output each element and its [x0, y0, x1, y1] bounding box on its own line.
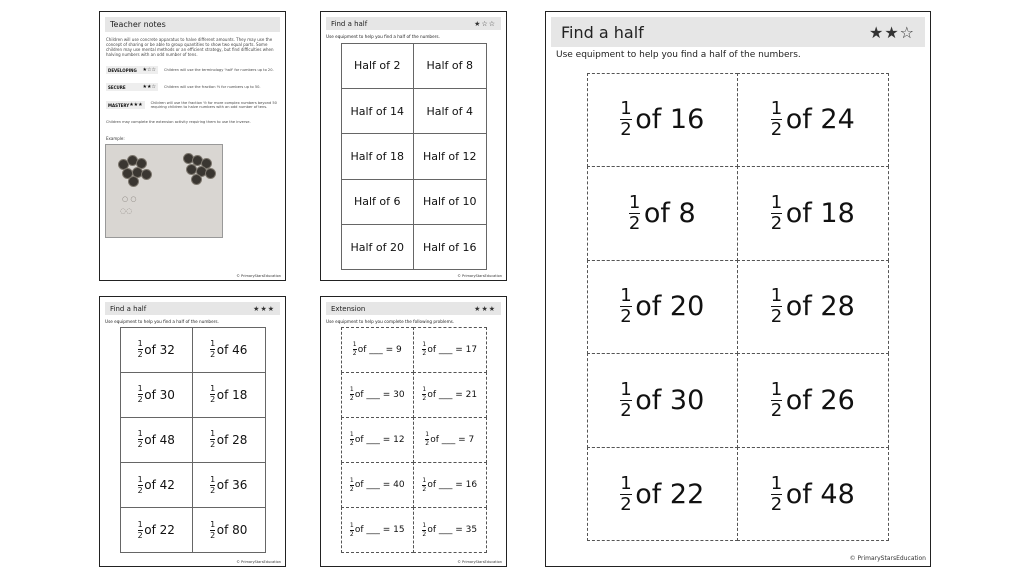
half-fraction-symbol — [628, 191, 641, 234]
level-description: Children will use the terminology 'half' for numbers up to 20. — [164, 68, 274, 72]
fraction-text: of 18 — [785, 197, 855, 229]
fraction-expression — [771, 381, 855, 420]
copyright-footer: © PrimaryStarsEducation — [457, 560, 502, 564]
fraction-denominator: 2 — [620, 400, 632, 422]
fraction-expression — [210, 340, 247, 359]
worksheet-instruction: Use equipment to help you find a half of the numbers. — [556, 50, 801, 60]
half-fraction-card — [587, 260, 739, 355]
fraction-numerator: 1 — [620, 472, 632, 494]
half-fraction-symbol — [771, 381, 782, 420]
fraction-text: of 36 — [216, 478, 248, 493]
half-of-card: Half of 18 — [341, 133, 415, 179]
fraction-numerator: 1 — [620, 379, 632, 401]
example-photo-coins — [105, 144, 223, 238]
half-fraction-card — [341, 462, 415, 508]
fraction-text: of ___ = 35 — [427, 525, 478, 536]
fraction-expression — [771, 287, 855, 326]
fraction-expression — [138, 476, 175, 495]
fraction-numerator: 1 — [349, 386, 354, 394]
copyright-footer: © PrimaryStarsEducation — [236, 274, 281, 278]
teacher-notes-intro: Children will use concrete apparatus to halve different amounts. They may use the concept of sharing or be able to group quantities to show two equal parts. Some children may use mental methods or an efficient strategy, but find difficulties when halving numbers with an odd number of tens. — [106, 37, 274, 57]
fraction-text: of 80 — [216, 523, 248, 538]
fraction-numerator: 1 — [620, 285, 632, 307]
star-rating-icon: ★★☆ — [868, 22, 915, 42]
half-fraction-card — [737, 447, 889, 542]
copyright-footer: © PrimaryStarsEducation — [457, 274, 502, 278]
fraction-expression — [210, 430, 247, 449]
half-fraction-symbol — [425, 432, 429, 447]
worksheet-title: Extension — [331, 304, 366, 313]
half-fraction-card — [341, 372, 415, 418]
level-description: Children will use the fraction ½ for numbers up to 50. — [164, 85, 261, 89]
fraction-denominator: 2 — [422, 395, 427, 403]
fraction-expression — [138, 430, 175, 449]
fraction-denominator: 2 — [620, 119, 632, 141]
fraction-expression — [350, 432, 405, 447]
half-fraction-symbol — [422, 523, 426, 538]
level-description: Children will use the fraction ½ for more complex numbers beyond 50 requiring children to halve numbers with an odd number of tens. — [150, 101, 277, 109]
worksheet-header — [551, 17, 925, 47]
fraction-numerator: 1 — [210, 339, 216, 349]
fraction-expression — [138, 521, 175, 540]
half-of-card: Half of 2 — [341, 43, 415, 89]
fraction-text: of ___ = 9 — [357, 344, 402, 355]
half-fraction-symbol — [350, 478, 354, 493]
half-fraction-symbol — [210, 430, 215, 449]
fraction-denominator: 2 — [620, 493, 632, 515]
secure-grid — [587, 73, 888, 541]
half-fraction-card — [341, 417, 415, 463]
fraction-denominator: 2 — [422, 530, 427, 538]
fraction-expression — [620, 472, 705, 515]
fraction-numerator: 1 — [422, 341, 427, 349]
half-fraction-card — [120, 462, 194, 508]
fraction-text: of 30 — [144, 387, 175, 402]
fraction-expression — [422, 342, 477, 357]
fraction-denominator: 2 — [137, 350, 143, 360]
copyright-footer: © PrimaryStarsEducation — [236, 560, 281, 564]
fraction-expression — [770, 191, 855, 234]
half-fraction-card — [413, 462, 487, 508]
fraction-denominator: 2 — [210, 440, 216, 450]
star-rating-icon: ★★★ — [474, 304, 496, 313]
worksheet-instruction: Use equipment to help you find a half of the numbers. — [105, 319, 219, 324]
half-of-card: Half of 8 — [413, 43, 487, 89]
fraction-denominator: 2 — [352, 350, 357, 358]
half-fraction-card — [192, 327, 266, 373]
fraction-expression — [620, 287, 704, 326]
half-fraction-symbol — [620, 472, 632, 515]
fraction-denominator: 2 — [137, 440, 143, 450]
coin-icon — [141, 169, 152, 180]
fraction-expression — [425, 432, 474, 447]
half-fraction-symbol — [138, 430, 143, 449]
fraction-denominator: 2 — [137, 485, 143, 495]
half-fraction-symbol — [422, 387, 426, 402]
level-label: SECURE — [108, 84, 126, 90]
fraction-text: of 48 — [785, 478, 855, 510]
half-fraction-symbol — [350, 432, 354, 447]
fraction-denominator: 2 — [628, 212, 641, 234]
fraction-text: of 22 — [635, 478, 705, 510]
fraction-denominator: 2 — [770, 400, 783, 422]
fraction-numerator: 1 — [137, 384, 143, 394]
half-fraction-symbol — [771, 100, 782, 139]
fraction-numerator: 1 — [210, 519, 216, 529]
fraction-expression — [353, 342, 402, 357]
half-fraction-symbol — [138, 521, 143, 540]
level-mastery — [106, 100, 279, 110]
fraction-numerator: 1 — [349, 476, 354, 484]
fraction-denominator: 2 — [210, 530, 216, 540]
half-fraction-card — [737, 353, 889, 448]
half-fraction-symbol — [350, 523, 354, 538]
fraction-expression — [422, 387, 477, 402]
half-fraction-card — [737, 73, 889, 168]
half-fraction-card — [120, 507, 194, 553]
fraction-expression — [210, 521, 247, 540]
example-label: Example: — [106, 136, 125, 141]
fraction-denominator: 2 — [770, 212, 783, 234]
fraction-numerator: 1 — [210, 474, 216, 484]
copyright-footer: © PrimaryStarsEducation — [849, 555, 926, 562]
fraction-denominator: 2 — [770, 493, 783, 515]
fraction-text: of 22 — [144, 523, 175, 538]
fraction-numerator: 1 — [422, 476, 427, 484]
fraction-expression — [771, 100, 855, 139]
fraction-numerator: 1 — [137, 474, 143, 484]
fraction-denominator: 2 — [620, 306, 632, 328]
fraction-text: of ___ = 30 — [354, 389, 405, 400]
fraction-denominator: 2 — [349, 395, 354, 403]
half-fraction-card — [192, 417, 266, 463]
fraction-denominator: 2 — [770, 306, 783, 328]
star-rating-icon: ★☆☆ — [142, 67, 156, 73]
worksheet-instruction: Use equipment to help you complete the following problems. — [326, 319, 455, 324]
fraction-expression — [210, 385, 247, 404]
half-fraction-card — [587, 166, 739, 261]
fraction-text: of ___ = 7 — [430, 434, 475, 445]
fraction-text: of 28 — [785, 291, 855, 323]
half-fraction-card — [192, 507, 266, 553]
fraction-expression — [628, 191, 696, 234]
half-fraction-symbol — [138, 385, 143, 404]
fraction-expression — [210, 476, 247, 495]
half-fraction-symbol — [770, 191, 783, 234]
half-fraction-symbol — [210, 476, 215, 495]
coin-icon — [191, 174, 202, 185]
teacher-notes-header — [105, 17, 280, 32]
fraction-numerator: 1 — [628, 191, 641, 213]
half-fraction-card — [413, 507, 487, 553]
fraction-expression — [350, 478, 405, 493]
mastery-grid — [120, 327, 265, 553]
worksheet-title: Find a half — [561, 22, 644, 42]
teacher-notes-page — [99, 11, 286, 281]
pencil-marks: ◌◌ — [120, 207, 133, 215]
half-fraction-symbol — [620, 100, 631, 139]
worksheet-title: Find a half — [331, 19, 368, 28]
half-fraction-card — [737, 260, 889, 355]
fraction-numerator: 1 — [770, 379, 783, 401]
fraction-numerator: 1 — [770, 191, 783, 213]
half-of-card: Half of 20 — [341, 224, 415, 270]
half-fraction-card — [413, 327, 487, 373]
fraction-text: of ___ = 17 — [427, 344, 478, 355]
half-fraction-card — [413, 372, 487, 418]
half-fraction-card — [341, 327, 415, 373]
half-fraction-card — [120, 417, 194, 463]
extension-grid — [341, 327, 486, 553]
half-of-card: Half of 6 — [341, 179, 415, 225]
half-fraction-symbol — [210, 521, 215, 540]
fraction-numerator: 1 — [137, 519, 143, 529]
fraction-text: of 48 — [144, 432, 175, 447]
half-fraction-symbol — [353, 342, 357, 357]
fraction-expression — [350, 523, 405, 538]
fraction-text: of 28 — [216, 432, 248, 447]
fraction-numerator: 1 — [137, 339, 143, 349]
fraction-numerator: 1 — [422, 386, 427, 394]
star-rating-icon: ★★★ — [253, 304, 275, 313]
fraction-expression — [422, 523, 477, 538]
half-fraction-card — [413, 417, 487, 463]
fraction-numerator: 1 — [770, 472, 783, 494]
fraction-expression — [138, 340, 175, 359]
fraction-numerator: 1 — [422, 521, 427, 529]
fraction-denominator: 2 — [137, 530, 143, 540]
fraction-numerator: 1 — [352, 341, 357, 349]
fraction-text: of ___ = 15 — [354, 525, 405, 536]
half-fraction-symbol — [422, 342, 426, 357]
star-rating-icon: ★★☆ — [142, 84, 156, 90]
coin-icon — [128, 176, 139, 187]
fraction-text: of 32 — [144, 342, 175, 357]
fraction-denominator: 2 — [770, 119, 783, 141]
fraction-expression — [620, 100, 704, 139]
fraction-text: of 16 — [635, 104, 705, 136]
half-fraction-card — [587, 447, 739, 542]
fraction-text: of 20 — [635, 291, 705, 323]
fraction-numerator: 1 — [770, 98, 783, 120]
fraction-text: of 26 — [785, 385, 855, 417]
fraction-text: of ___ = 40 — [354, 480, 405, 491]
half-of-card: Half of 12 — [413, 133, 487, 179]
half-fraction-card — [120, 372, 194, 418]
fraction-denominator: 2 — [349, 440, 354, 448]
fraction-text: of ___ = 12 — [354, 434, 405, 445]
half-fraction-symbol — [138, 476, 143, 495]
fraction-expression — [138, 385, 175, 404]
teacher-notes-title: Teacher notes — [110, 20, 166, 29]
developing-grid — [341, 43, 486, 270]
half-of-card: Half of 14 — [341, 88, 415, 134]
fraction-denominator: 2 — [210, 485, 216, 495]
fraction-denominator: 2 — [349, 530, 354, 538]
half-fraction-symbol — [138, 340, 143, 359]
half-of-card: Half of 4 — [413, 88, 487, 134]
fraction-text: of 18 — [216, 387, 248, 402]
fraction-expression — [620, 381, 704, 420]
fraction-text: of 42 — [144, 478, 175, 493]
fraction-text: of ___ = 21 — [427, 389, 478, 400]
half-fraction-card — [587, 73, 739, 168]
worksheet-header — [105, 302, 280, 315]
half-fraction-symbol — [770, 472, 783, 515]
fraction-numerator: 1 — [770, 285, 783, 307]
star-rating-icon: ★★★ — [129, 102, 143, 108]
fraction-numerator: 1 — [349, 431, 354, 439]
extension-note: Children may complete the extension activity requiring them to use the inverse. — [106, 120, 251, 124]
fraction-expression — [770, 472, 855, 515]
half-of-card: Half of 16 — [413, 224, 487, 270]
level-label: MASTERY — [108, 102, 130, 108]
fraction-numerator: 1 — [425, 431, 430, 439]
half-fraction-symbol — [771, 287, 782, 326]
fraction-text: of 24 — [785, 104, 855, 136]
fraction-text: of ___ = 16 — [427, 480, 478, 491]
worksheet-title: Find a half — [110, 304, 147, 313]
fraction-text: of 30 — [635, 385, 705, 417]
worksheet-instruction: Use equipment to help you find a half of the numbers. — [326, 34, 440, 39]
coin-icon — [205, 168, 216, 179]
fraction-denominator: 2 — [349, 485, 354, 493]
half-fraction-card — [737, 166, 889, 261]
fraction-numerator: 1 — [210, 384, 216, 394]
half-fraction-card — [192, 462, 266, 508]
fraction-numerator: 1 — [210, 429, 216, 439]
half-fraction-symbol — [210, 340, 215, 359]
fraction-expression — [350, 387, 405, 402]
level-secure — [106, 82, 279, 92]
half-fraction-symbol — [350, 387, 354, 402]
worksheet-header — [326, 17, 501, 30]
fraction-denominator: 2 — [137, 395, 143, 405]
fraction-numerator: 1 — [620, 98, 632, 120]
fraction-denominator: 2 — [210, 395, 216, 405]
half-fraction-symbol — [422, 478, 426, 493]
level-developing — [106, 65, 279, 75]
half-fraction-card — [587, 353, 739, 448]
half-fraction-symbol — [620, 287, 631, 326]
pencil-marks: ○ ○ — [122, 195, 137, 203]
half-fraction-symbol — [620, 381, 631, 420]
fraction-expression — [422, 478, 477, 493]
worksheet-header — [326, 302, 501, 315]
fraction-denominator: 2 — [422, 485, 427, 493]
level-label: DEVELOPING — [108, 67, 137, 73]
fraction-text: of 8 — [643, 197, 696, 229]
fraction-numerator: 1 — [349, 521, 354, 529]
fraction-text: of 46 — [216, 342, 248, 357]
star-rating-icon: ★☆☆ — [474, 19, 496, 28]
half-of-card: Half of 10 — [413, 179, 487, 225]
fraction-denominator: 2 — [210, 350, 216, 360]
half-fraction-card — [120, 327, 194, 373]
fraction-denominator: 2 — [425, 440, 430, 448]
half-fraction-card — [192, 372, 266, 418]
half-fraction-symbol — [210, 385, 215, 404]
fraction-numerator: 1 — [137, 429, 143, 439]
fraction-denominator: 2 — [422, 350, 427, 358]
half-fraction-card — [341, 507, 415, 553]
